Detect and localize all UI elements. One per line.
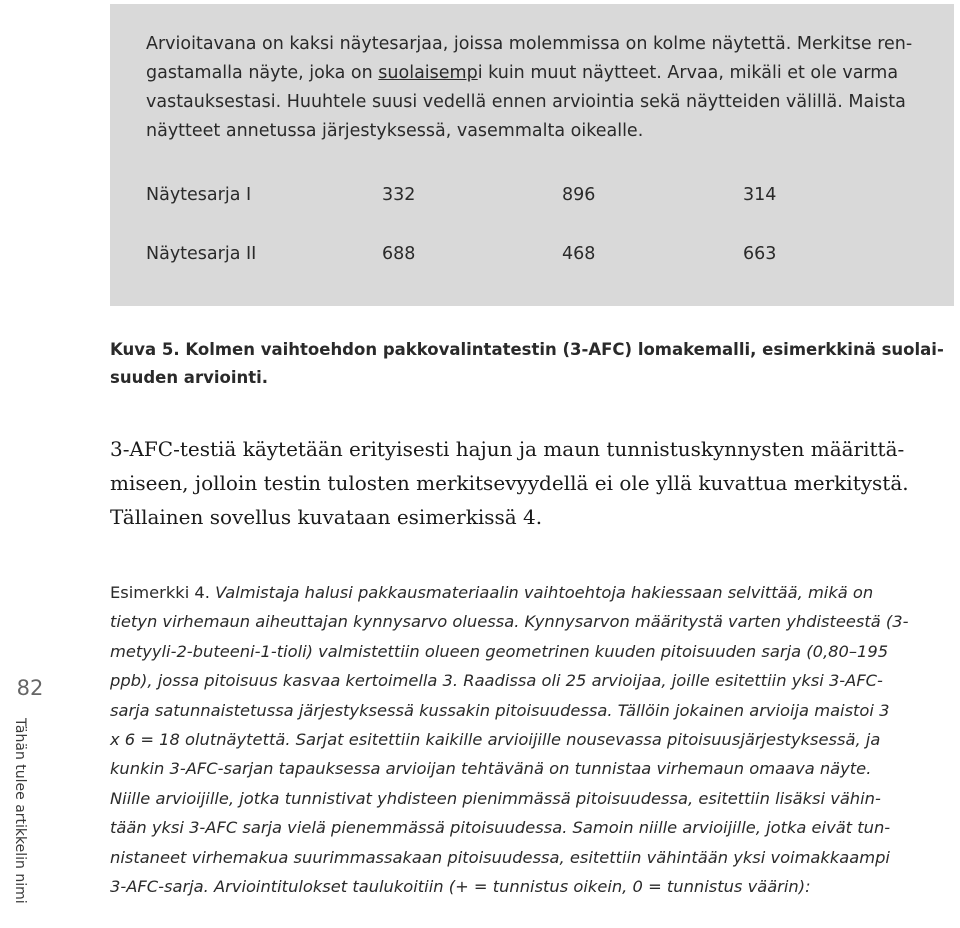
sample-code: 468 bbox=[562, 244, 596, 264]
figure-caption: Kuva 5. Kolmen vaihtoehdon pakkovalintatestin (3-AFC) lomakemalli, esimerkkinä suolaisuuden arviointi. bbox=[110, 340, 944, 387]
body-paragraph: 3-AFC-testiä käytetään erityisesti hajun ja maun tunnistuskynnysten määrittämiseen, jolloin testin tulosten merkitsevyydellä ei ole yllä kuvattua merkitystä. Tällainen sovellus kuvataan esimerkissä 4. bbox=[110, 437, 909, 529]
example-line: Esimerkki 4. Valmistaja halusi pakkausmateriaalin vaihtoehtoja hakiessaan selvittää, mikä on bbox=[110, 583, 874, 602]
example-line: 3-AFC-sarja. Arviointitulokset taulukoitiin (+ = tunnistus oikein, 0 = tunnistus väärin): bbox=[110, 877, 811, 897]
sample-code: 896 bbox=[562, 185, 596, 205]
example-label: Esimerkki 4. bbox=[110, 583, 210, 602]
example-line: tietyn virhemaun aiheuttajan kynnysarvo oluessa. Kynnysarvon määritystä varten yhdisteestä (3- bbox=[110, 612, 909, 632]
example-line: tään yksi 3-AFC sarja vielä pienemmässä pitoisuudessa. Samoin niille arvioijille, jotka eivät tun- bbox=[110, 818, 891, 838]
page-number: 82 bbox=[16, 676, 44, 700]
sample-code: 332 bbox=[382, 185, 416, 205]
instructions-part-2: i kuin muut näytteet. Arvaa, mikäli et ole varma vastauksestasi. Huuhtele suusi vedellä ennen arviointia sekä näytteiden välillä. Maista näytteet annetussa järjestyksessä, vasemmalta oikealle. bbox=[146, 63, 906, 141]
sample-code: 688 bbox=[382, 244, 416, 264]
instructions-underlined: suolaisemp bbox=[378, 63, 478, 83]
example-line: x 6 = 18 olutnäytettä. Sarjat esitettiin kaikille arvioijille nousevassa pitoisuusjärjestyksessä, ja bbox=[110, 730, 881, 750]
series-label: Näytesarja I bbox=[146, 185, 252, 205]
example-line: Niille arvioijille, jotka tunnistivat yhdisteen pienimmässä pitoisuudessa, esitettiin lisäksi vähin- bbox=[110, 788, 881, 808]
example-line: sarja satunnaistetussa järjestyksessä kussakin pitoisuudessa. Tällöin jokainen arvioija maistoi 3 bbox=[110, 700, 890, 720]
instructions-part-1: Arvioitavana on kaksi näytesarjaa, joissa molemmissa on kolme näytettä. Merkitse rengastamalla näyte, joka on bbox=[146, 34, 913, 83]
series-label: Näytesarja II bbox=[146, 244, 257, 264]
example-line: kunkin 3-AFC-sarjan tapauksessa arvioijan tehtävänä on tunnistaa virhemaun omaava näyte. bbox=[110, 759, 872, 779]
running-head-text: Tähän tulee artikkelin nimi bbox=[12, 718, 28, 904]
sample-code: 663 bbox=[743, 244, 777, 264]
example-line: ppb), jossa pitoisuus kasvaa kertoimella 3. Raadissa oli 25 arvioijaa, joille esitettiin yksi 3-AFC- bbox=[110, 671, 883, 691]
running-head bbox=[4, 718, 44, 928]
sample-code: 314 bbox=[743, 185, 777, 205]
example-line: nistaneet virhemakua suurimmassakaan pitoisuudessa, esitettiin vähintään yksi voimakkaampi bbox=[110, 847, 890, 867]
instructions-text bbox=[146, 30, 936, 146]
example-4 bbox=[110, 578, 960, 901]
example-line: metyyli-2-buteeni-1-tioli) valmistettiin olueen geometrinen kuuden pitoisuuden sarja (0,80–195 bbox=[110, 641, 889, 661]
